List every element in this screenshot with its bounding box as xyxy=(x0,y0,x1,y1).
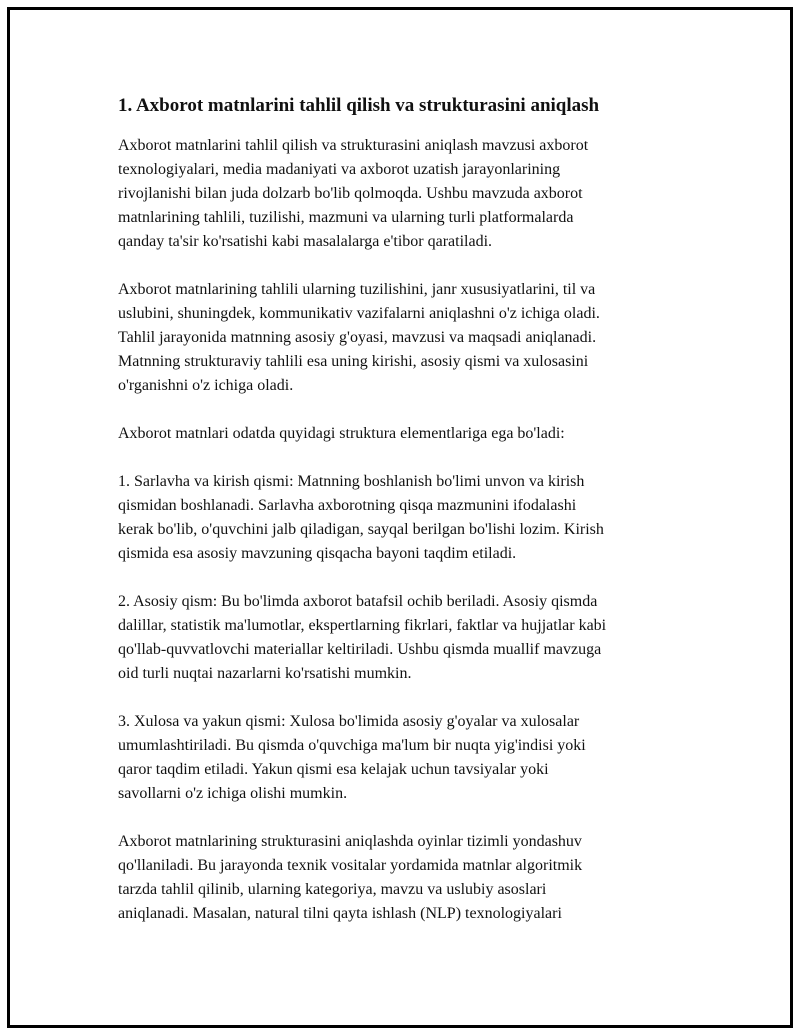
paragraph-structure-lead: Axborot matnlari odatda quyidagi struktura elementlariga ega bo'ladi: xyxy=(118,425,565,442)
paragraph-analysis: Axborot matnlarining tahlili ularning tuzilishini, janr xususiyatlarini, til va uslubini, shuningdek, kommunikativ vazifalarni aniqlashni o'z ichiga oladi. Tahlil jarayonida matnning asosiy g'oyasi, mavzusi va maqsadi aniqlanadi. Matnning strukturaviy tahlili esa uning kirishi, asosiy qismi va xulosasini o'rganishni o'z ichiga oladi. xyxy=(118,281,600,394)
section-heading: 1. Axborot matnlarini tahlil qilish va strukturasini aniqlash xyxy=(118,95,600,116)
paragraph-item-3: 3. Xulosa va yakun qismi: Xulosa bo'limida asosiy g'oyalar va xulosalar umumlashtiriladi. Bu qismda o'quvchiga ma'lum bir nuqta yig'indisi yoki qaror taqdim etiladi. Yakun qismi esa kelajak uchun tavsiyalar yoki savollarni o'z ichiga olishi mumkin. xyxy=(118,713,586,802)
paragraph-item-2: 2. Asosiy qism: Bu bo'limda axborot batafsil ochib beriladi. Asosiy qismda dalillar, statistik ma'lumotlar, ekspertlarning fikrlari, faktlar va hujjatlar kabi qo'llab-quvvatlovchi materiallar keltiriladi. Ushbu qismda muallif mavzuga oid turli nuqtai nazarlarni ko'rsatishi mumkin. xyxy=(118,593,607,682)
paragraph-intro: Axborot matnlarini tahlil qilish va strukturasini aniqlash mavzusi axborot texnologiyalari, media madaniyati va axborot uzatish jarayonlarining rivojlanishi bilan juda dolzarb bo'lib qolmoqda. Ushbu mavzuda axborot matnlarining tahlili, tuzilishi, mazmuni va ularning turli platformalarda qanday ta'sir ko'rsatishi kabi masalalarga e'tibor qaratiladi. xyxy=(118,137,589,250)
paragraph-methods: Axborot matnlarining strukturasini aniqlashda oyinlar tizimli yondashuv qo'llaniladi. Bu jarayonda texnik vositalar yordamida matnlar algoritmik tarzda tahlil qilinib, ularning kategoriya, mavzu va uslubiy asoslari aniqlanadi. Masalan, natural tilni qayta ishlash (NLP) texnologiyalari xyxy=(118,833,583,922)
document-body xyxy=(118,94,688,950)
paragraph-item-1: 1. Sarlavha va kirish qismi: Matnning boshlanish bo'limi unvon va kirish qismidan boshlanadi. Sarlavha axborotning qisqa mazmunini ifodalashi kerak bo'lib, o'quvchini jalb qiladigan, sayqal berilgan bo'lishi lozim. Kirish qismida esa asosiy mavzuning qisqacha bayoni taqdim etiladi. xyxy=(118,473,604,562)
